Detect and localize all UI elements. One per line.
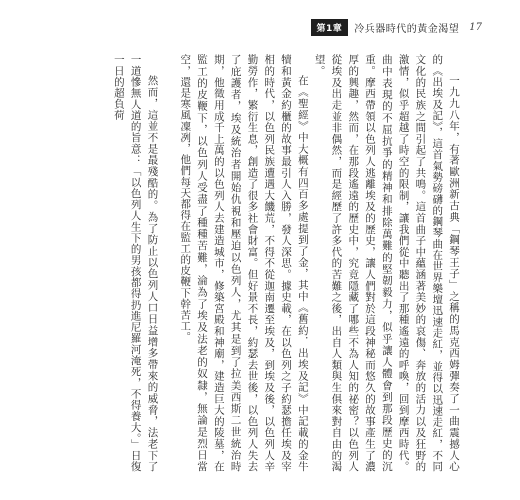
- chapter-badge: 第1章: [311, 19, 349, 36]
- paragraph: 一九九八年，有著歐洲新古典「鋼琴王子」之稱的馬克西姆彈奏了一曲震撼人心的《出埃及記》，這首氣勢磅礴的鋼琴曲在世界樂壇迅速走紅，並得以迅速走紅，不同文化的民族之間引起了共鳴。這首曲子中蘊涵著美妙的哀傷、奔放的活力以及狂野的激情，似乎超越了時空的限制，讓我們從中聽出了那種遙遠的呼喚，回到摩西時代。曲中表現的不屈抗爭的精神和排除萬難的堅韌毅力，似乎讓人體會到那段歷史的沉重。摩西帶領以色列人逃離埃及的歷史，讓人們對於這段神秘而悠久的故事產生了濃厚的興趣，然而，在那段遙遠的歷史中，究竟隱藏了哪些不為人知的祕密？以色列人從埃及出走並非偶然，而是經歷了許多代的苦難之後，出自人類與生俱來對自由的渴望。: [313, 54, 460, 472]
- running-header: [311, 19, 483, 36]
- paragraph: 在《聖經》中大概有四百多處提到了金，其中《舊約．出埃及記》中記載的金牛犢和黃金約櫃的故事最引人入勝，發人深思。據史載，在以色列之子約瑟擔任埃及宰相的時代，以色列民族遭遇大饑荒，不得不從迦南遷至埃及，到埃及後，以色列人辛勤勞作，繁衍生息，創造了很多社會財富。但好景不長，約瑟去世後，以色列人失去了庇護者，埃及統治者開始仇視和壓迫以色列人，尤其是到了拉美西斯二世統治時期，他徵用成千上萬的以色列人去建造城市，修築宮殿和神廟，建造巨大的陵墓，在監工的皮鞭下，以色列人受盡了種種苦難，淪為了埃及法老的奴隸，無論是烈日當空，還是寒風凜冽，他們每天都得在監工的皮鞭下幹苦工。: [179, 54, 309, 472]
- body-text: [94, 54, 462, 472]
- chapter-title: 冷兵器時代的黃金渴望: [354, 24, 460, 35]
- paragraph: 然而，這並不是最殘酷的。為了防止以色列人口日益增多帶來的威脅，法老下了一道慘無人道的旨意：「以色列人生下的男孩都得扔進尼羅河淹死，不得養大。」日復一日的超負荷: [112, 54, 159, 472]
- page-number: 17: [469, 22, 482, 33]
